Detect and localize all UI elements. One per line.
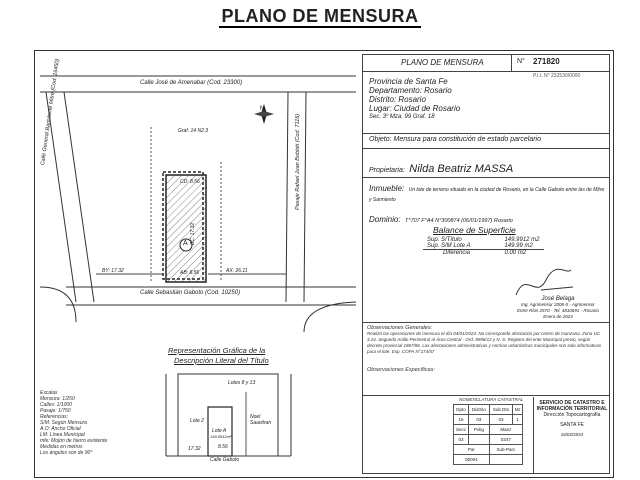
dim-bc: BC: 17.32 [190,222,196,245]
plan-number: 271820 [533,57,560,66]
dim-ab: AB: 8.56 [180,270,200,276]
page-title: PLANO DE MENSURA [221,6,419,26]
balance-table: Sup. S/Título 149.9912 m2 Sup. S/M Lote A 149.99 m2 Diferencia 0.00 m2 [423,237,544,256]
noel-label: Noel Saavitran [250,414,272,426]
dim-by: BY: 17.32 [102,268,124,274]
left-street-label: Calle General Bartolomé Mitre (Cod. 16450) [40,58,61,166]
right-street-label: Pasaje Rafael Juan Bobbiti (Cod. 7116) [295,113,301,210]
dim-ax: AX: 26.11 [226,268,248,274]
lot-label: A [183,240,188,247]
lote2-label: Lote 2 [190,418,204,424]
nomenclatura-title: NOMENCLATURA CATASTRAL [459,397,524,402]
nomenclatura-table: Dpto Distrito Sub Dto Mz 16 03 03 1 Secc Polig Manz 03 0247 Par Sub-Parc 00004 [453,404,523,465]
balance-title: Balance de Superficie [433,225,516,235]
objeto: Objeto: Mensura para constitución de estado parcelario [369,136,541,143]
dominio: Dominio: T°707 F°A4 N°300874 (06/01/1997) Rosario [369,215,513,224]
panel-header-title: PLANO DE MENSURA [401,58,484,67]
catastro-box: SERVICIO DE CATASTRO E INFORMACIÓN TERRITORIAL Dirección Topocartografía SANTA FE 15/02/2024 [533,397,610,473]
small-dim-856: 8.56 [218,444,228,450]
graf-note: Graf. 14 N2.3 [178,128,209,134]
signer-block: José Belaga Ing. Agrimensor 2008-5 - Agrimensor Entre Ríos 2570 - Tel. 4810691 - Rosario Enero de 2024 [517,296,599,319]
lote-a-small: Lote A [212,428,227,434]
number-label: N° [517,58,525,65]
dim-cd: CD: 8.56 [180,179,200,185]
small-dim-1732: 17.32 [188,446,201,452]
top-street-label: Calle José de Amenabar (Cod. 23300) [140,80,243,86]
obs-especificas: Observaciones Específicas: [367,367,435,373]
north-label: N [260,106,265,112]
legend: Escalas Mensura: 1/250 Calles: 1/1000 Pasaje: 1/750 Referencias: S/M: Según Mensura A.O: Ancho Oficial LM: Línea Municipal mfe: Mojón de hierro existente Medidas en metros Los ángulos son de 90° [40,390,108,456]
propietaria: Propietaria: Nilda Beatriz MASSA [369,163,514,175]
info-panel [362,54,610,474]
pii-number: P.I.I. N° 232530/0000 [533,73,581,79]
observaciones: Observaciones Generales: Realizó las operaciones de mensura el día 04/01/2024. No corresponde afectación por centro de manzana. Zona UC 3.24. Segundo Anillo Perimetral al Área Central - Ord. 8996/12 y N. S. Registro del ente Municipal previo, según decreto provincial 1867/86. Las afectaciones administrativas y normas urbanísticas municipales son solo informativas para el lote. Exp. COPA N°174/57 [367,325,602,354]
inmueble: Inmueble: Un lote de terreno situado en la ciudad de Rosario, en la Calle Gaboto entre las de Mitre y Sarmiento [369,184,605,203]
grafica-title: Representación Gráfica de la Descripción Literal del Título [168,346,269,365]
location-block: Provincia de Santa Fe Departamento: Rosario Distrito: Rosario Lugar: Ciudad de Rosario Sec. 3º Mza. 99 Graf. 18 [369,77,461,120]
lote-a-sup: 149.9912m² [210,434,232,439]
calle-gaboto: Calle Gaboto [210,457,240,463]
panel-header [363,55,609,72]
bottom-street-label: Calle Sebastián Gaboto (Cod. 10250) [140,290,241,296]
lotes-label: Lotes 8 y 13 [228,380,256,386]
